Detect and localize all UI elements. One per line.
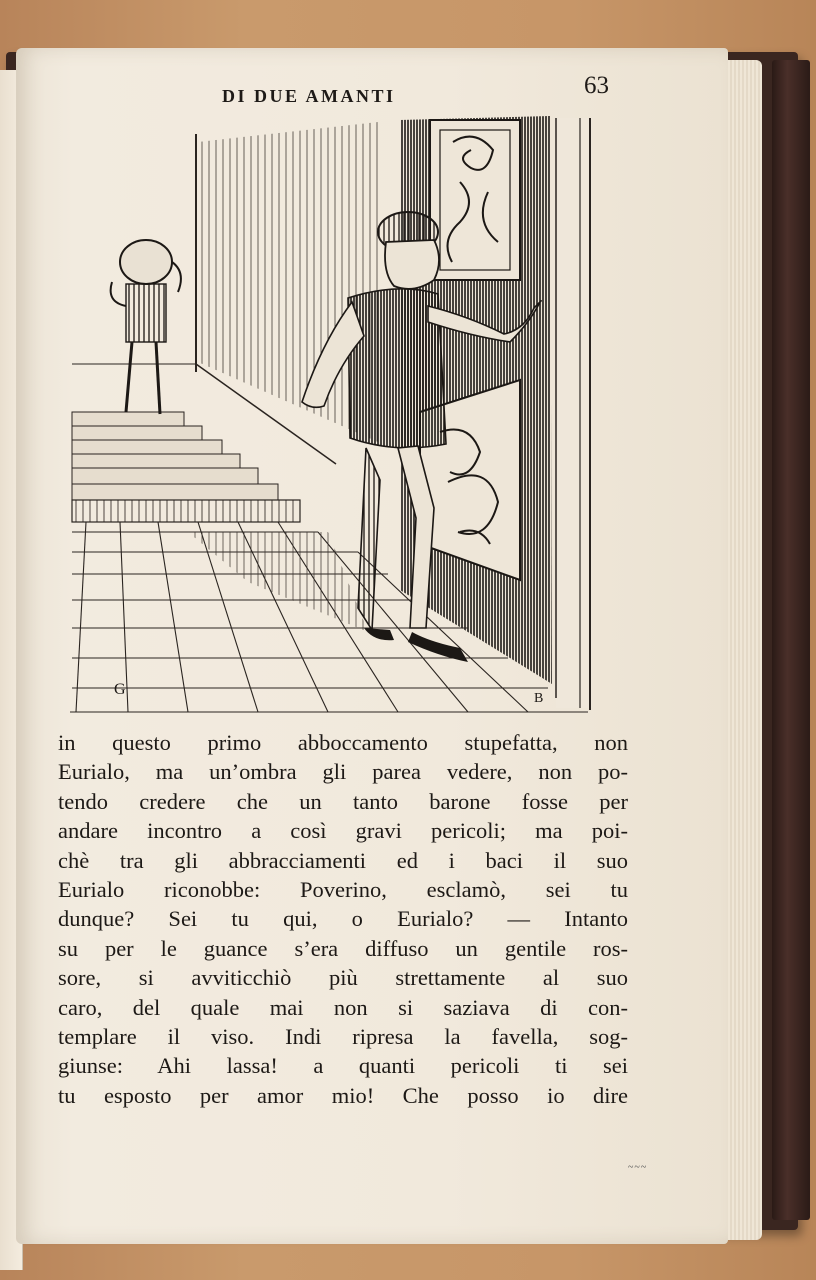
text-line: dunque? Sei tu qui, o Eurialo? — Intanto [58, 906, 628, 932]
book-back-cover-edge [772, 60, 810, 1220]
text-line: andare incontro a così gravi pericoli; ma poi- [58, 818, 628, 844]
text-line: caro, del quale mai non si saziava di con- [58, 994, 628, 1020]
text-line: chè tra gli abbracciamenti ed i baci il suo [58, 847, 628, 873]
text-line: tu esposto per amor mio! Che posso io dire [58, 1082, 628, 1108]
running-head: DI DUE AMANTI [222, 86, 396, 106]
signature-mark: ~~~ [628, 1162, 648, 1173]
text-line: tendo credere che un tanto barone fosse per [58, 788, 628, 814]
text-line: su per le guance s’era diffuso un gentile ros- [58, 935, 628, 961]
text-line: Eurialo, ma un’ombra gli parea vedere, non po- [58, 759, 628, 785]
text-line: sore, si avviticchiò più strettamente al suo [58, 965, 628, 991]
text-line: giunse: Ahi lassa! a quanti pericoli ti sei [58, 1053, 628, 1079]
text-line: templare il viso. Indi ripresa la favella, sog- [58, 1023, 628, 1049]
body-text [58, 728, 628, 1110]
text-line: in questo primo abboccamento stupefatta, non [58, 730, 628, 755]
porter-figure [111, 240, 181, 414]
engraving-illustration [68, 112, 604, 722]
text-line: Eurialo riconobbe: Poverino, esclamò, sei tu [58, 876, 628, 902]
door-jamb [556, 118, 592, 710]
engraver-signature-right: B [534, 691, 544, 706]
engraver-signature-left: G [114, 681, 126, 698]
page-number: 63 [584, 72, 609, 99]
